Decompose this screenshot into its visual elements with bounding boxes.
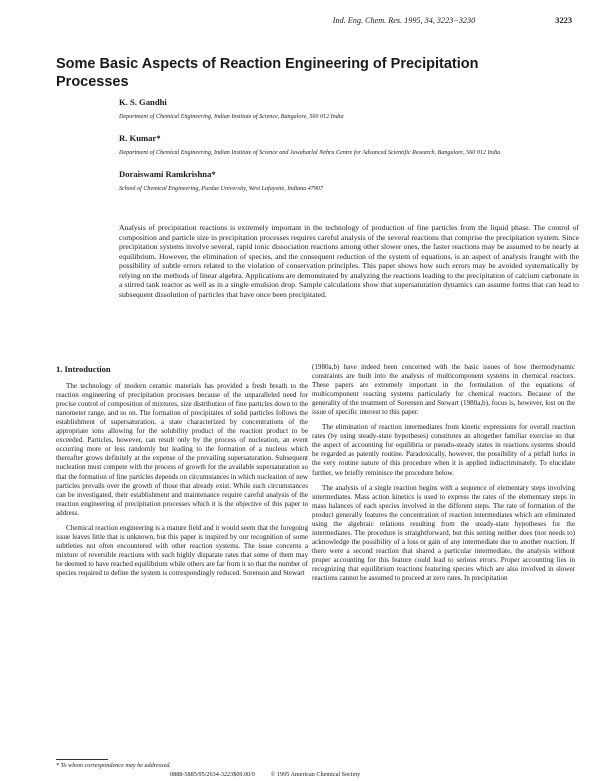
body-paragraph: The analysis of a single reaction begins with a sequence of elementary steps involving intermediates. Mass action kinetics is used to express the rates of the elementary steps in mass balances of each species involved in the different steps. The rate of formation of the product generally features the concentration of reaction intermediates which are eliminated using the algebraic relations resulting from the steady-state hypotheses for the intermediates. The procedure is straightforward, but this setting neither does (nor needs to) acknowledge the possibility of a loss or gain of any intermediate due to another reaction. If there were a second reaction that shared a particular intermediate, the analysis without proper accounting for this feature could lead to serious errors. Proper accounting lies in recognizing that equilibrium reactions featuring species which are also involved in slower reactions cannot be assumed to proceed at zero rates. In precipitation — [312, 483, 575, 583]
running-header — [56, 16, 572, 25]
author-name: K. S. Gandhi — [119, 97, 167, 107]
author-entry — [119, 97, 559, 121]
author-name: Doraiswami Ramkrishna* — [119, 169, 216, 179]
footnote-divider — [56, 759, 108, 760]
paper-title: Some Basic Aspects of Reaction Engineering of Precipitation Processes — [56, 56, 479, 90]
left-column — [56, 365, 308, 578]
author-affiliation: School of Chemical Engineering, Purdue University, West Lafayette, Indiana 47907 — [119, 186, 323, 192]
page-footer — [170, 771, 360, 778]
author-name: R. Kumar* — [119, 133, 161, 143]
correspondence-footnote: * To whom correspondence may be addressed. — [56, 762, 171, 769]
journal-citation: Ind. Eng. Chem. Res. 1995, 34, 3223−3230 — [332, 16, 476, 25]
author-affiliation: Department of Chemical Engineering, Indian Institute of Science, Bangalore, 560 012 India — [119, 114, 344, 120]
author-affiliation: Department of Chemical Engineering, Indian Institute of Science and Jawaharlal Nehru Centre for Advanced Scientific Research, Bangalore, 560 012 India — [119, 150, 501, 156]
right-column — [312, 363, 575, 583]
copyright-notice: © 1995 American Chemical Society — [270, 771, 361, 778]
body-paragraph: (1980a,b) have indeed been concerned with the basic issues of how thermodynamic constraints are built into the analysis of multicomponent systems in chemical reactors. These papers are extremely important in the formulation of the equations of multicomponent reacting systems particularly for chemical reactors. Because of the generality of the treatment of Sorensen and Stewart (1980a,b), focus is, however, lost on the issue of specific interest to this paper. — [312, 363, 575, 417]
page-number: 3223 — [555, 16, 572, 25]
body-paragraph: The technology of modern ceramic materials has provided a fresh breath to the reaction engineering of precipitation processes because of the unparalleled need for precise control of composition of mixtures, size distribution of fine particles down to the nanometer range, and so on. The formation of precipitates of solid particles follows the establishment of supersaturation, a state characterized by concentrations of the appropriate ions allowing for the solubility product of the reaction product to be exceeded. Particles, however, can result only by the process of nucleation, an event occurring more or less randomly but leading to the formation of a nucleus which thereafter grows definitely at the expense of the prevailing supersaturation. Subsequent nucleation must compete with the process of growth for the available supersaturation so that the formation of fine particles depends on circumstances in which nucleation of new particles prevails over the growth of those that already exist. While such circumstances can be investigated, their establishment and maintenance require careful analysis of the reaction engineering of precipitation processes which it is the objective of this paper to address. — [56, 382, 308, 517]
author-entry — [119, 169, 559, 193]
body-paragraph: The elimination of reaction intermediates from kinetic expressions for overall reaction rates (by using steady-state hypotheses) constitutes an altogether familiar exercise so that the aspect of accounting for equilibria or pseudo-steady states in reactions systems should be regarded as patently routine. Paradoxically, however, the possibility of a pitfall lurks in the very routine nature of this procedure when it is applied indiscriminately. To elucidate further, we briefly reminisce the procedure below. — [312, 423, 575, 477]
article-code: 0888-5885/95/2634-3223$09.00/0 — [170, 771, 256, 778]
body-paragraph: Chemical reaction engineering is a mature field and it would seem that the foregoing issue leaves little that is unknown, but this paper is inspired by our recognition of some subtleties not often encountered with other reaction systems. The issue concerns a mixture of reversible reactions with such highly disparate rates that some of them may be deemed to have reached equilibrium while others are far from it so that the number of species required to define the system is correspondingly reduced. Sorenson and Stewart — [56, 523, 308, 577]
abstract: Analysis of precipitation reactions is extremely important in the technology of production of fine particles from the liquid phase. The control of composition and particle size in precipitation processes requires careful analysis of the several reactions that comprise the precipitation system. Since precipitation systems involve several, rapid ionic dissociation reactions among other slower ones, the faster reactions may be assumed to be nearly at equilibrium. However, the elimination of species, and the consequent reduction of the system of equations, is an aspect of analysis fraught with the possibility of subtle errors related to the violation of conservation principles. This paper shows how such errors may be avoided systematically by relying on the methods of linear algebra. Applications are demonstrated by analyzing the reactions leading to the precipitation of calcium carbonate in a stirred tank reactor as well as in a single emulsion drop. Sample calculations show that supersaturation dynamics can assume forms that can lead to subsequent dissolution of particles that have once been precipitated. — [119, 223, 579, 299]
author-entry — [119, 133, 559, 157]
section-heading: 1. Introduction — [56, 364, 111, 374]
author-block — [119, 97, 559, 205]
